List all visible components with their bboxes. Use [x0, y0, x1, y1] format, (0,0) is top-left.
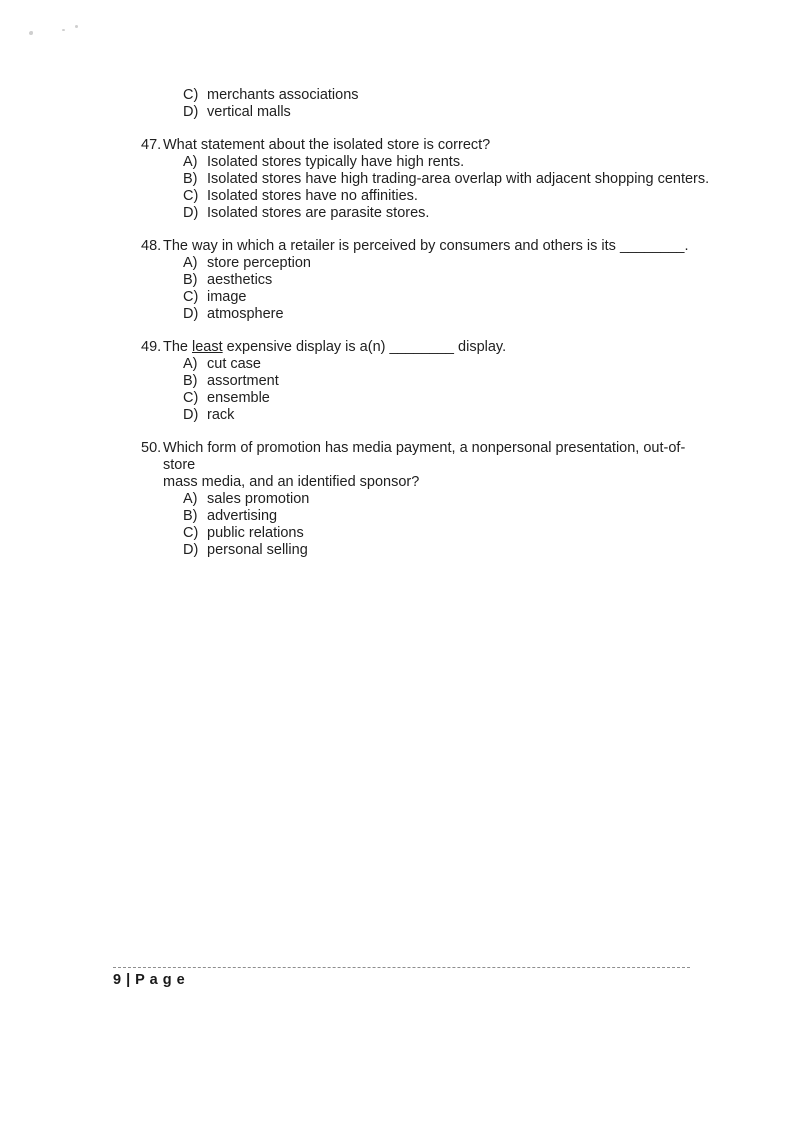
option-text: image [207, 289, 247, 305]
text-segment: Which form of promotion has media payment, a nonpersonal presentation, out-of-store [163, 440, 686, 473]
question-text-line [163, 238, 693, 255]
question-list [0, 87, 794, 575]
question-number: 50. [141, 440, 162, 456]
answer-option [183, 205, 794, 222]
option-text: ensemble [207, 390, 270, 406]
option-text: assortment [207, 373, 279, 389]
answer-option [183, 525, 794, 542]
answer-option [183, 508, 794, 525]
question-text [163, 238, 693, 255]
option-text: merchants associations [207, 87, 359, 103]
option-letter: A) [183, 356, 198, 372]
option-text: vertical malls [207, 104, 291, 120]
scan-speck [75, 25, 78, 28]
option-letter: A) [183, 255, 198, 271]
option-text: Isolated stores have no affinities. [207, 188, 418, 204]
answer-blank: ________ [389, 339, 454, 355]
question-text [163, 440, 693, 491]
question [0, 339, 794, 424]
option-text: store perception [207, 255, 311, 271]
question [0, 137, 794, 222]
question-text-line [163, 474, 693, 491]
option-letter: B) [183, 373, 198, 389]
option-text: aesthetics [207, 272, 273, 288]
option-text: sales promotion [207, 491, 310, 507]
answer-blank: ________ [619, 238, 685, 254]
options-group [0, 255, 794, 323]
question-head [141, 238, 794, 255]
answer-option [183, 356, 794, 373]
answer-option [183, 491, 794, 508]
answer-option [183, 407, 794, 424]
option-letter: D) [183, 407, 199, 423]
answer-option [183, 171, 794, 188]
question-number: 47. [141, 137, 162, 153]
answer-option [183, 390, 794, 407]
text-segment: The way in which a retailer is perceived by consumers and others is its [163, 238, 620, 254]
options-group [0, 491, 794, 559]
option-letter: D) [183, 542, 199, 558]
answer-option [183, 255, 794, 272]
option-text: Isolated stores typically have high rents. [207, 154, 465, 170]
answer-option [183, 306, 794, 323]
option-letter: C) [183, 390, 199, 406]
option-letter: B) [183, 171, 198, 187]
answer-option [183, 188, 794, 205]
scan-speck [62, 29, 65, 31]
option-text: rack [207, 407, 235, 423]
text-segment: The [163, 339, 193, 355]
option-letter: C) [183, 87, 199, 103]
option-text: atmosphere [207, 306, 284, 322]
answer-option [183, 373, 794, 390]
option-letter: C) [183, 525, 199, 541]
answer-option [183, 104, 794, 121]
option-text: cut case [207, 356, 261, 372]
option-letter: C) [183, 188, 199, 204]
question-head [141, 339, 794, 356]
text-segment: expensive display is a(n) [222, 339, 390, 355]
text-segment: display. [454, 339, 507, 355]
text-segment: . [684, 238, 689, 254]
option-text: Isolated stores have high trading-area overlap with adjacent shopping centers. [207, 171, 710, 187]
answer-option [183, 272, 794, 289]
question-number: 48. [141, 238, 162, 254]
answer-option [183, 289, 794, 306]
option-letter: B) [183, 272, 198, 288]
answer-option [183, 87, 794, 104]
question [0, 238, 794, 323]
answer-option [183, 542, 794, 559]
question-text-line [163, 339, 693, 356]
option-text: advertising [207, 508, 278, 524]
text-segment: least [192, 339, 223, 355]
text-segment: mass media, and an identified sponsor? [163, 474, 420, 490]
option-text: personal selling [207, 542, 308, 558]
option-letter: A) [183, 154, 198, 170]
scan-speck [29, 31, 33, 35]
option-text: public relations [207, 525, 304, 541]
question-head [141, 440, 794, 491]
question-text-line [163, 137, 693, 154]
question-text [163, 339, 693, 356]
page-number: 9 | P a g e [113, 972, 186, 988]
option-letter: A) [183, 491, 198, 507]
option-letter: B) [183, 508, 198, 524]
options-group [0, 154, 794, 222]
leading-options [0, 87, 794, 121]
options-group [0, 356, 794, 424]
question [0, 440, 794, 559]
footer-divider [113, 967, 690, 968]
option-text: Isolated stores are parasite stores. [207, 205, 430, 221]
question-number: 49. [141, 339, 162, 355]
option-letter: C) [183, 289, 199, 305]
option-letter: D) [183, 104, 199, 120]
question-text [163, 137, 693, 154]
answer-option [183, 154, 794, 171]
option-letter: D) [183, 306, 199, 322]
text-segment: What statement about the isolated store is correct? [163, 137, 491, 153]
question-head [141, 137, 794, 154]
question-text-line [163, 440, 693, 474]
option-letter: D) [183, 205, 199, 221]
